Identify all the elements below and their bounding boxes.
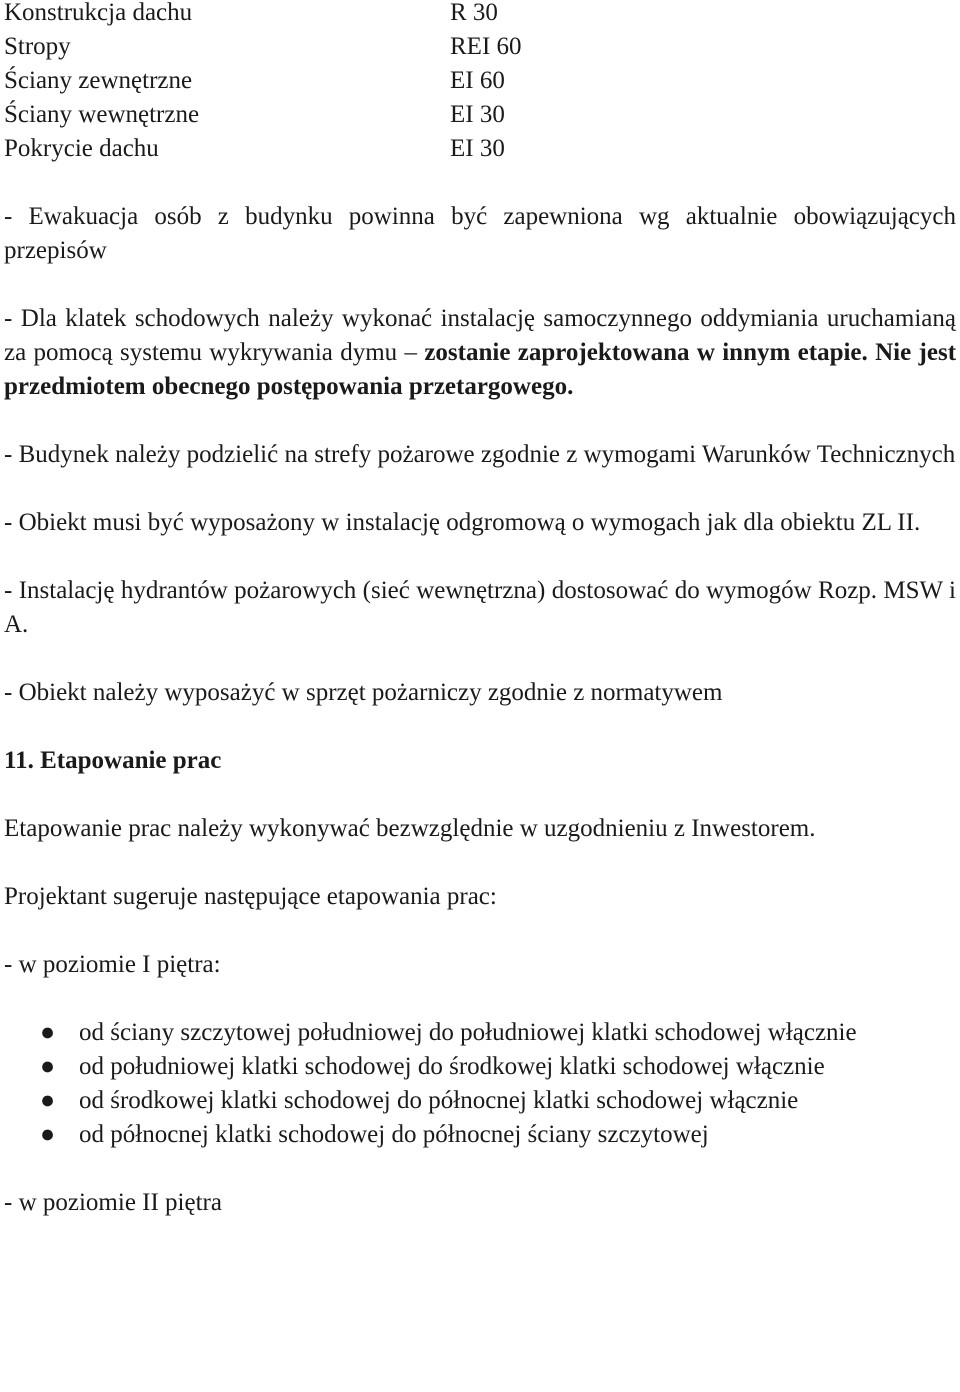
smoke-text: - Dla klatek schodowych należy wykonać instalację samoczynnego oddymiania uruchamianą za pomocą systemu wykrywania dymu –: [4, 305, 956, 366]
level-2-label: - w poziomie II piętra: [4, 1189, 222, 1216]
spec-value: EI 30: [450, 135, 505, 162]
document-page: [4, 0, 956, 1220]
smoke-bold-text: zostanie zaprojektowana w innym etapie. Nie jest przedmiotem obecnego postępowania przetargowego.: [4, 339, 957, 400]
list-item: [4, 1016, 956, 1050]
spec-row: [4, 98, 956, 132]
spec-row: [4, 132, 956, 166]
spec-value: EI 30: [450, 101, 505, 128]
bullet-icon: ●: [40, 1019, 56, 1046]
spec-value: REI 60: [450, 33, 522, 60]
spec-label: Pokrycie dachu: [4, 135, 159, 162]
list-item: [4, 1118, 956, 1152]
staging-paragraph: Etapowanie prac należy wykonywać bezwzględnie w uzgodnieniu z Inwestorem.: [4, 815, 816, 842]
bullet-icon: ●: [40, 1053, 56, 1080]
list-item-text: od południowej klatki schodowej do środkowej klatki schodowej włącznie: [79, 1053, 825, 1080]
list-item-text: od środkowej klatki schodowej do północnej klatki schodowej włącznie: [79, 1087, 799, 1114]
spec-label: Konstrukcja dachu: [4, 0, 193, 26]
lightning-protection-paragraph: - Obiekt musi być wyposażony w instalację odgromową o wymogach jak dla obiektu ZL II.: [4, 509, 921, 536]
hydrants-paragraph: - Instalację hydrantów pożarowych (sieć wewnętrzna) dostosować do wymogów Rozp. MSW i A.: [4, 577, 956, 638]
bullet-icon: ●: [40, 1087, 56, 1114]
spec-label: Stropy: [4, 33, 71, 60]
list-item: [4, 1050, 956, 1084]
fire-zones-paragraph: - Budynek należy podzielić na strefy pożarowe zgodnie z wymogami Warunków Technicznych: [4, 441, 956, 468]
list-item-text: od ściany szczytowej południowej do południowej klatki schodowej włącznie: [79, 1019, 857, 1046]
spec-value: R 30: [450, 0, 498, 26]
fire-resistance-table: [4, 0, 956, 166]
spec-value: EI 60: [450, 67, 505, 94]
level-1-label: - w poziomie I piętra:: [4, 951, 221, 978]
smoke-extraction-paragraph: [4, 302, 956, 404]
spec-row: [4, 30, 956, 64]
spec-label: Ściany wewnętrzne: [4, 101, 200, 128]
fire-equipment-paragraph: - Obiekt należy wyposażyć w sprzęt pożarniczy zgodnie z normatywem: [4, 679, 723, 706]
list-item: [4, 1084, 956, 1118]
evacuation-paragraph: - Ewakuacja osób z budynku powinna być zapewniona wg aktualnie obowiązujących przepisów: [4, 203, 956, 264]
staging-list: [4, 1016, 956, 1152]
spec-row: [4, 64, 956, 98]
section-heading: 11. Etapowanie prac: [4, 747, 222, 774]
suggestion-paragraph: Projektant sugeruje następujące etapowania prac:: [4, 883, 497, 910]
bullet-icon: ●: [40, 1121, 56, 1148]
spec-row: [4, 0, 956, 30]
list-item-text: od północnej klatki schodowej do północnej ściany szczytowej: [79, 1121, 709, 1148]
spec-label: Ściany zewnętrzne: [4, 67, 193, 94]
